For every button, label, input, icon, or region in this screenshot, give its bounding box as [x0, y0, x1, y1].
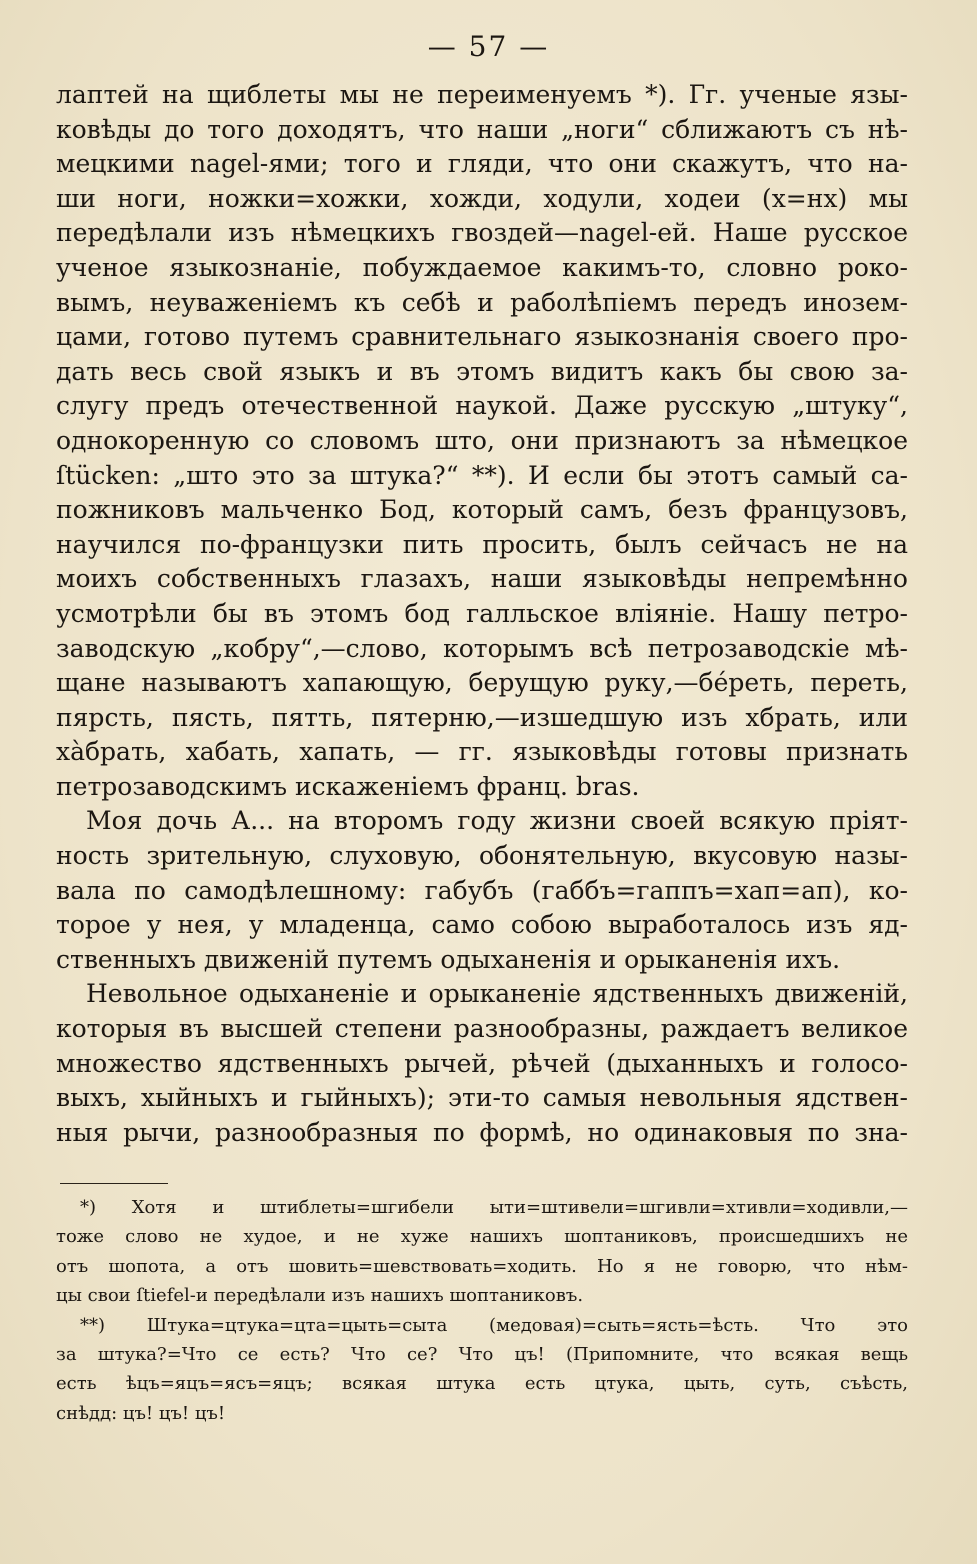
text-line: цами, готово путемъ сравнительнаго языкознанія своего про-: [56, 322, 908, 352]
footnote-line: за штука?=Что се есть? Что се? Что цъ! (Припомните, что всякая вещь: [56, 1343, 908, 1365]
text-line: ковѣды до того доходятъ, что наши „ноги“ сближаютъ съ нѣ-: [56, 114, 908, 144]
text-line: Моя дочь А... на второмъ году жизни своей всякую пріят-: [86, 806, 908, 836]
footnote-line: снѣдд: цъ! цъ! цъ!: [56, 1402, 226, 1424]
text-line: ныя рычи, разнообразныя по формѣ, но одинаковыя по зна-: [56, 1117, 908, 1147]
text-line: передѣлали изъ нѣмецкихъ гвоздей—nagel-ей. Наше русское: [56, 218, 908, 248]
text-line: торое у нея, у младенца, само собою выработалось изъ яд-: [56, 910, 908, 940]
main-text: [56, 78, 908, 1150]
text-line: однокоренную со словомъ што, они признаютъ за нѣмецкое: [56, 425, 908, 455]
footnote-separator: [60, 1183, 168, 1184]
text-line: дать весь свой языкъ и въ этомъ видитъ какъ бы свою за-: [56, 356, 908, 386]
footnote-line: отъ шопота, а отъ шовить=шевствовать=ходить. Но я не говорю, что нѣм-: [56, 1255, 908, 1277]
footnote-line: **) Штука=цтука=цта=цыть=сыта (медовая)=сыть=ясть=ѣсть. Что это: [80, 1314, 908, 1336]
text-line: ſtücken: „што это за штука?“ **). И если бы этотъ самый са-: [56, 460, 908, 490]
text-line: лаптей на щиблеты мы не переименуемъ *). Гг. ученые язы-: [56, 80, 908, 109]
text-line: пожниковъ мальченко Бод, который самъ, безъ французовъ,: [56, 495, 908, 525]
text-line: Невольное одыханеніе и орыканеніе ядственныхъ движеній,: [86, 979, 908, 1009]
text-line: вала по самодѣлешному: габубъ (габбъ=гаппъ=хап=ап), ко-: [56, 875, 908, 905]
text-line: пярсть, пясть, пятть, пятерню,—изшедшую изъ хбрать, или: [56, 702, 908, 732]
page-number: — 57 —: [427, 30, 550, 63]
text-line: мецкими nagel-ями; того и гляди, что они скажутъ, что на-: [56, 149, 908, 179]
text-line: хàбрать, хабать, хапать, — гг. языковѣды готовы признать: [56, 737, 908, 767]
text-line: ши ноги, ножки=хожки, хожди, ходули, ходеи (х=нх) мы: [56, 183, 908, 213]
footnotes: [56, 1193, 908, 1428]
text-line: выхъ, хыйныхъ и гыйныхъ); эти-то самыя невольныя ядствен-: [56, 1083, 908, 1113]
footnote-line: тоже слово не худое, и не хуже нашихъ шоптаниковъ, происшедшихъ не: [56, 1226, 908, 1248]
text-line: ность зрительную, слуховую, обонятельную, вкусовую назы-: [56, 841, 908, 871]
text-line: слугу предъ отечественной наукой. Даже русскую „штуку“,: [56, 391, 908, 421]
text-line: заводскую „кобру“,—слово, которымъ всѣ петрозаводскіе мѣ-: [56, 633, 908, 663]
text-line: усмотрѣли бы въ этомъ бод галльское вліяніе. Нашу петро-: [56, 598, 908, 628]
text-line: щане называютъ хапающую, берущую руку,—бéреть, переть,: [56, 668, 908, 698]
text-line: научился по-французки пить просить, былъ сейчасъ не на: [56, 529, 908, 559]
footnote-line: цы свои ſtiefel-и передѣлали изъ нашихъ шоптаниковъ.: [56, 1285, 584, 1307]
text-line: которыя въ высшей степени разнообразны, раждаетъ великое: [56, 1014, 908, 1044]
text-line: вымъ, неуваженіемъ къ себѣ и раболѣпіемъ передъ инозем-: [56, 287, 908, 317]
text-line: петрозаводскимъ искаженіемъ франц. bras.: [56, 771, 640, 801]
text-line: ственныхъ движеній путемъ одыханенія и орыканенія ихъ.: [56, 944, 841, 974]
text-line: моихъ собственныхъ глазахъ, наши языковѣды непремѣнно: [56, 564, 908, 594]
footnote-line: *) Хотя и штиблеты=шгибели ыти=штивели=шгивли=хтивли=ходивли,—: [80, 1197, 908, 1218]
footnote-line: есть ѣцъ=яцъ=ясъ=яцъ; всякая штука есть цтука, цыть, суть, съѣсть,: [56, 1373, 908, 1395]
text-line: множество ядственныхъ рычей, рѣчей (дыханныхъ и голосо-: [56, 1048, 908, 1078]
text-line: ученое языкознаніе, побуждаемое какимъ-то, словно роко-: [56, 252, 908, 282]
